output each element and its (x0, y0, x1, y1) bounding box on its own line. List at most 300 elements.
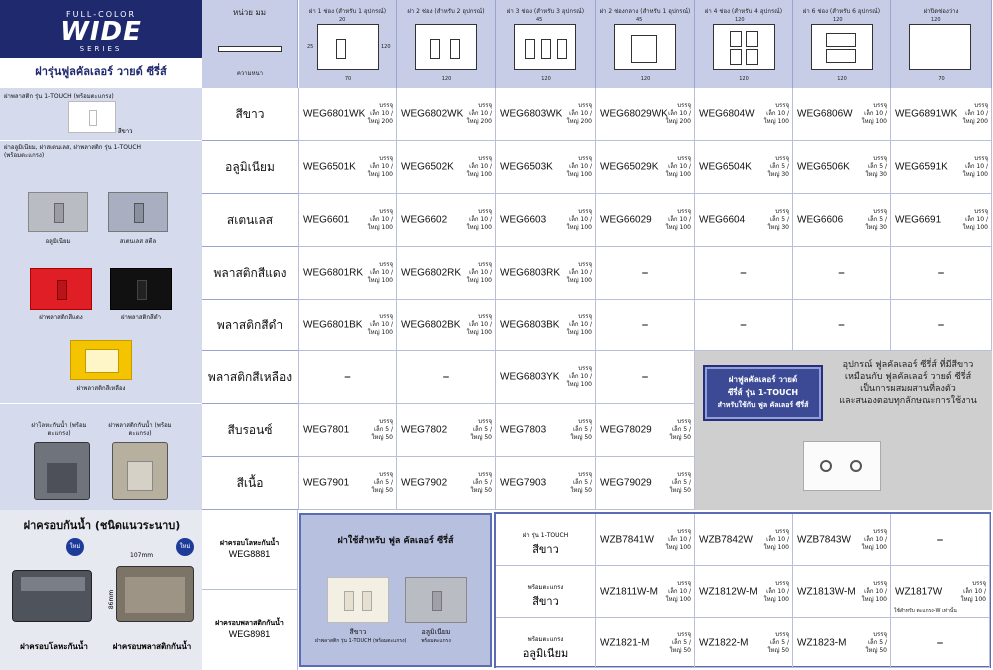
dimension-label: 120 (735, 17, 745, 23)
dimension-label: 20 (339, 17, 346, 23)
product-cell (596, 404, 695, 457)
bottom-product-cell (891, 618, 990, 668)
pack-info (567, 365, 592, 389)
pack-line: เล็ก 5 / (769, 638, 789, 646)
header-col-3 (496, 0, 596, 88)
pack-line: ใหญ่ 100 (466, 329, 492, 336)
row-category: อลูมิเนียม (202, 141, 299, 194)
pack-line: ใหญ่ 30 (767, 224, 789, 231)
plate-dimension-diagram (614, 24, 676, 70)
product-code: WEG6806W (797, 108, 853, 120)
pack-line: ใหญ่ 50 (865, 646, 887, 654)
pack-line: บรรจุ (873, 155, 887, 162)
product-code: WZ1817W (895, 586, 943, 597)
product-cell (695, 247, 793, 300)
product-cell (299, 351, 397, 404)
not-available-dash: – (641, 317, 649, 333)
dimension-label: 120 (381, 44, 391, 50)
pack-line: บรรจุ (974, 102, 988, 109)
not-available-dash: – (641, 369, 649, 385)
pack-line: บรรจุ (578, 313, 592, 320)
header-col-label: ฝา 3 ช่อง (สำหรับ 3 อุปกรณ์) (506, 8, 585, 15)
pack-line: เล็ก 5 / (373, 426, 393, 433)
product-code: WEG6802BK (401, 319, 461, 331)
pack-line: ใหญ่ 100 (367, 277, 393, 284)
full-alu-caption: อลูมิเนียม (421, 628, 451, 636)
product-code: WEG79029 (600, 477, 652, 489)
pack-info (467, 313, 492, 337)
pack-line: ใหญ่ 100 (367, 171, 393, 178)
product-code: WEG6803RK (500, 267, 561, 279)
bottom-product-cell (695, 514, 793, 566)
pack-line: เล็ก 10 / (864, 110, 887, 117)
product-cell (397, 194, 496, 247)
thickness-label: ความหนา (236, 70, 264, 77)
product-cell (891, 247, 992, 300)
pack-info (467, 102, 492, 126)
bottom-product-cell (793, 618, 891, 668)
pack-line: ใหญ่ 100 (763, 118, 789, 125)
product-cell (793, 141, 891, 194)
pack-info (368, 313, 393, 337)
left-panel-waterproof (0, 404, 202, 510)
metal-cover-image (34, 442, 90, 500)
dimension-label: 25 (307, 44, 314, 50)
black-caption: ฝาพลาสติกสีดำ (120, 314, 161, 321)
pack-line: บรรจุ (873, 630, 887, 638)
header-col-label: ฝา 6 ช่อง (สำหรับ 6 อุปกรณ์) (802, 8, 881, 15)
brand-line1: FULL-COLOR (65, 10, 137, 19)
product-code: WEG6801BK (303, 319, 363, 331)
not-available-dash: – (838, 317, 845, 333)
pack-info (666, 528, 691, 552)
product-cell (596, 300, 695, 351)
not-available-dash: – (936, 634, 944, 651)
pack-line: ใหญ่ 100 (861, 595, 887, 603)
product-cell (397, 141, 496, 194)
product-code: WEG6606 (797, 214, 844, 226)
product-code: WEG68029WK (600, 108, 668, 120)
product-code: WEG6603 (500, 214, 547, 226)
cell-note: ใช้สำหรับ ตะแกรง-W เท่านั้น (894, 608, 957, 614)
product-cell (891, 88, 992, 141)
pack-line: เล็ก 10 / (569, 163, 592, 170)
pack-line: ใหญ่ 100 (367, 329, 393, 336)
product-code: WEG65029K (600, 161, 659, 173)
waterproof-item-name: ฝาครอบโลหะกันน้ำ (219, 539, 280, 547)
pack-info (963, 208, 988, 232)
pack-line: เล็ก 5 / (671, 479, 691, 486)
bottom-product-cell (695, 566, 793, 618)
pack-line: เล็ก 10 / (370, 110, 393, 117)
pack-line: บรรจุ (873, 208, 887, 215)
brand-logo: WIDE (60, 17, 142, 47)
pack-info (371, 471, 393, 495)
not-available-dash: – (838, 265, 845, 281)
bottom-product-cell (596, 618, 695, 668)
product-code: WEG6506K (797, 161, 850, 173)
pack-line: บรรจุ (578, 365, 592, 372)
product-cell (496, 88, 596, 141)
metal-cover-caption: ฝาครอบโลหะกันน้ำ (20, 642, 88, 651)
pack-line: เล็ก 10 / (569, 373, 592, 380)
product-cell (596, 88, 695, 141)
pack-line: บรรจุ (578, 261, 592, 268)
new-badge: ใหม่ (176, 538, 194, 556)
pack-line: ใหญ่ 100 (466, 277, 492, 284)
pack-info (467, 155, 492, 179)
product-code: WEG6501K (303, 161, 356, 173)
pack-info (567, 313, 592, 337)
product-code: WZB7843W (797, 534, 851, 545)
black-plate-image (110, 268, 172, 310)
pack-line: บรรจุ (677, 579, 691, 587)
pack-line: ใหญ่ 100 (763, 543, 789, 551)
pack-line: เล็ก 10 / (370, 321, 393, 328)
header-col-label: ฝา 1 ช่อง (สำหรับ 1 อุปกรณ์) (308, 8, 387, 15)
pack-line: เล็ก 10 / (370, 216, 393, 223)
yellow-plate-image (70, 340, 132, 380)
left-panel-1touch (0, 88, 202, 141)
pack-line: เล็ก 5 / (472, 479, 492, 486)
stainless-caption: สเตนเลส สตีล (119, 238, 157, 245)
pack-line: เล็ก 10 / (766, 110, 789, 117)
pack-line: เล็ก 10 / (965, 110, 988, 117)
product-code: WEG7803 (500, 424, 547, 436)
plastic-cover-caption: ฝาครอบพลาสติกกันน้ำ (112, 642, 192, 651)
header-col-6 (793, 0, 891, 88)
pack-line: ใหญ่ 100 (962, 171, 988, 178)
product-code: WEG6803WK (500, 108, 563, 120)
pack-line: บรรจุ (775, 630, 789, 638)
dimension-label: 70 (344, 76, 352, 82)
pack-line: ใหญ่ 50 (570, 434, 592, 441)
plate-dimension-diagram (514, 24, 576, 70)
dimension-label: 120 (837, 76, 847, 82)
full-white-plate-image (327, 577, 389, 623)
pack-line: เล็ก 5 / (671, 638, 691, 646)
pack-line: ใหญ่ 50 (669, 434, 691, 441)
pack-line: บรรจุ (974, 208, 988, 215)
product-code: WEG6503K (500, 161, 553, 173)
product-cell (496, 351, 596, 404)
pack-line: ใหญ่ 100 (566, 224, 592, 231)
plastic-cover-image (112, 442, 168, 500)
brand-title: ฝารุ่นฟูลคัลเลอร์ วายด์ ซีรี่ส์ (0, 58, 202, 88)
product-code: WEG7801 (303, 424, 350, 436)
pack-line: ใหญ่ 30 (865, 224, 887, 231)
pack-line: ใหญ่ 200 (566, 118, 592, 125)
pack-info (666, 208, 691, 232)
row-category: พลาสติกสีเหลือง (202, 351, 299, 404)
pack-line: เล็ก 10 / (965, 163, 988, 170)
full-white-subcaption: ฝาพลาสติก รุ่น 1-TOUCH (พร้อมตะแกรง) (315, 638, 407, 644)
pack-info (669, 471, 691, 495)
pack-line: บรรจุ (379, 471, 393, 478)
pack-line: บรรจุ (972, 579, 986, 587)
pack-info (764, 528, 789, 552)
pack-line: ใหญ่ 200 (367, 118, 393, 125)
plate-dimension-diagram (415, 24, 477, 70)
product-cell (596, 457, 695, 510)
waterproof-section (0, 510, 202, 670)
pack-line: ใหญ่ 100 (861, 118, 887, 125)
product-cell (891, 141, 992, 194)
product-code: WZ1823-M (797, 637, 847, 648)
pack-line: ใหญ่ 200 (466, 118, 492, 125)
pack-line: บรรจุ (478, 313, 492, 320)
product-cell (299, 300, 397, 351)
plastic-cover-image (116, 566, 194, 622)
not-available-dash: – (442, 369, 450, 385)
yellow-caption: ฝาพลาสติกสีเหลือง (76, 385, 126, 392)
pack-line: ใหญ่ 50 (767, 646, 789, 654)
product-cell (793, 88, 891, 141)
promo-text (827, 359, 989, 407)
metal-cover-caption: ฝาโลหะกันน้ำ (พร้อมตะแกรง) (31, 422, 87, 437)
product-cell (695, 88, 793, 141)
pack-line: เล็ก 10 / (469, 216, 492, 223)
row-category: สีบรอนซ์ (202, 404, 299, 457)
pack-line: บรรจุ (775, 155, 789, 162)
promo-text-line2: เหมือนกับ ฟูลคัลเลอร์ วายด์ ซีรี่ส์ (844, 372, 972, 382)
pack-info (767, 155, 789, 179)
waterproof-item-code: WEG8881 (228, 549, 271, 559)
plate-dimension-diagram (713, 24, 775, 70)
waterproof-item-name: ฝาครอบพลาสติกกันน้ำ (215, 619, 284, 627)
pack-line: เล็ก 5 / (572, 426, 592, 433)
product-code: WZB7842W (699, 534, 753, 545)
product-cell (596, 351, 695, 404)
pack-line: บรรจุ (873, 579, 887, 587)
plate-dimension-diagram (909, 24, 971, 70)
product-cell (397, 351, 496, 404)
product-code: WEG6804W (699, 108, 755, 120)
full-alu-plate-image (405, 577, 467, 623)
pack-line: เล็ก 10 / (668, 535, 691, 543)
pack-line: บรรจุ (677, 418, 691, 425)
pack-line: เล็ก 5 / (769, 163, 789, 170)
pack-info (470, 471, 492, 495)
bottom-product-cell (695, 618, 793, 668)
pack-info (963, 102, 988, 126)
bottom-product-cell (793, 514, 891, 566)
product-code: WEG6801RK (303, 267, 364, 279)
pack-line: ใหญ่ 200 (665, 118, 691, 125)
promo-text-line3: เป็นการผสมผสานที่ลงตัว (860, 384, 956, 394)
pack-line: เล็ก 10 / (370, 269, 393, 276)
pack-line: เล็ก 10 / (569, 216, 592, 223)
waterproof-item-plastic (202, 590, 298, 670)
product-cell (496, 141, 596, 194)
socket-icon (820, 460, 832, 472)
product-cell (299, 141, 397, 194)
product-code: WEG66029 (600, 214, 652, 226)
pack-line: บรรจุ (578, 471, 592, 478)
white-plate-caption: สีขาว (118, 128, 133, 135)
product-cell (496, 457, 596, 510)
pack-line: ใหญ่ 50 (570, 487, 592, 494)
pack-line: ใหญ่ 100 (665, 224, 691, 231)
new-badge: ใหม่ (66, 538, 84, 556)
pack-info (467, 208, 492, 232)
product-cell (496, 300, 596, 351)
bottom-row-name: สีขาว (532, 543, 559, 556)
pack-line: บรรจุ (775, 579, 789, 587)
pack-line: ใหญ่ 30 (865, 171, 887, 178)
pack-line: ใหญ่ 100 (861, 543, 887, 551)
pack-line: เล็ก 10 / (668, 216, 691, 223)
dimension-label: 120 (640, 76, 651, 82)
pack-line: บรรจุ (478, 155, 492, 162)
promo-badge-line1: ฝาฟูลคัลเลอร์ วายด์ (728, 375, 798, 384)
pack-line: ใหญ่ 100 (665, 171, 691, 178)
pack-line: บรรจุ (478, 102, 492, 109)
row-category: สเตนเลส (202, 194, 299, 247)
waterproof-item-code: WEG8981 (228, 629, 271, 639)
pack-line: บรรจุ (478, 471, 492, 478)
product-cell (397, 404, 496, 457)
product-cell (299, 247, 397, 300)
pack-line: บรรจุ (873, 102, 887, 109)
pack-line: บรรจุ (677, 471, 691, 478)
pack-line: บรรจุ (379, 208, 393, 215)
pack-line: เล็ก 5 / (472, 426, 492, 433)
left-panel-metal (0, 141, 202, 404)
full-series-panel (299, 513, 492, 667)
pack-info (865, 155, 887, 179)
pack-line: บรรจุ (578, 208, 592, 215)
header-col-label: ฝาปิดช่องว่าง (923, 8, 959, 15)
not-available-dash: – (936, 531, 944, 548)
pack-line: บรรจุ (379, 102, 393, 109)
product-cell (695, 194, 793, 247)
aluminium-plate-image (28, 192, 88, 232)
promo-device-image (803, 441, 881, 491)
header-col-label: ฝา 2 ช่องกลาง (สำหรับ 1 อุปกรณ์) (599, 8, 691, 15)
full-alu-subcaption: พร้อมตะแกรง (421, 638, 451, 644)
product-cell (299, 194, 397, 247)
pack-line: บรรจุ (379, 313, 393, 320)
pack-line: ใหญ่ 50 (669, 646, 691, 654)
pack-line: บรรจุ (677, 102, 691, 109)
pack-line: ใหญ่ 100 (367, 224, 393, 231)
row-category: พลาสติกสีดำ (202, 300, 299, 351)
pack-info (368, 102, 393, 126)
bottom-row-sub: พร้อมตะแกรง (527, 584, 564, 591)
pack-info (666, 155, 691, 179)
pack-line: ใหญ่ 100 (665, 543, 691, 551)
pack-line: เล็ก 10 / (766, 587, 789, 595)
pack-line: ใหญ่ 100 (665, 595, 691, 603)
pack-line: บรรจุ (775, 208, 789, 215)
pack-line: เล็ก 10 / (569, 321, 592, 328)
product-code: WZ1822-M (699, 637, 749, 648)
product-cell (299, 404, 397, 457)
pack-line: ใหญ่ 100 (566, 381, 592, 388)
product-code: WEG6803YK (500, 371, 560, 383)
plate-dimension-diagram (811, 24, 873, 70)
pack-line: เล็ก 10 / (864, 587, 887, 595)
not-available-dash: – (641, 265, 649, 281)
pack-line: บรรจุ (478, 208, 492, 215)
pack-info (961, 580, 986, 604)
pack-line: บรรจุ (578, 155, 592, 162)
product-code: WEG7902 (401, 477, 448, 489)
pack-line: ใหญ่ 50 (470, 434, 492, 441)
product-code: WEG6891WK (895, 108, 958, 120)
not-available-dash: – (740, 265, 747, 281)
bottom-product-cell (891, 566, 990, 618)
not-available-dash: – (740, 317, 747, 333)
product-cell (496, 247, 596, 300)
product-code: WEG7903 (500, 477, 547, 489)
product-code: WZ1821-M (600, 637, 650, 648)
pack-line: ใหญ่ 30 (767, 171, 789, 178)
metal-cover-image (12, 570, 92, 622)
pack-line: เล็ก 10 / (370, 163, 393, 170)
pack-line: เล็ก 10 / (569, 269, 592, 276)
pack-line: ใหญ่ 50 (371, 434, 393, 441)
not-available-dash: – (937, 265, 945, 281)
bottom-row-sub: พร้อมตะแกรง (527, 636, 564, 643)
product-cell (891, 300, 992, 351)
socket-icon (850, 460, 862, 472)
pack-line: ใหญ่ 100 (960, 595, 986, 603)
pack-line: บรรจุ (677, 155, 691, 162)
pack-line: ใหญ่ 50 (371, 487, 393, 494)
product-code: WEG6502K (401, 161, 454, 173)
dim-width-label: 107mm (130, 552, 154, 559)
product-code: WZ1811W-M (600, 586, 658, 597)
product-cell (397, 88, 496, 141)
pack-info (368, 208, 393, 232)
waterproof-title: ฝาครอบกันน้ำ (ชนิดแนวระนาบ) (23, 519, 181, 532)
pack-info (669, 418, 691, 442)
promo-badge (705, 367, 821, 419)
pack-line: เล็ก 5 / (867, 163, 887, 170)
pack-info (865, 631, 887, 655)
row-category: พลาสติกสีแดง (202, 247, 299, 300)
pack-line: ใหญ่ 100 (466, 224, 492, 231)
pack-line: เล็ก 10 / (469, 321, 492, 328)
pack-info (371, 418, 393, 442)
pack-info (567, 261, 592, 285)
pack-line: ใหญ่ 50 (669, 487, 691, 494)
promo-text-line4: และสนองตอบทุกลักษณะการใช้งาน (839, 396, 977, 406)
dimension-label: 120 (541, 76, 551, 82)
product-cell (793, 300, 891, 351)
product-cell (793, 194, 891, 247)
dimension-label: 45 (636, 17, 643, 23)
dim-height-label: 86mm (108, 589, 116, 610)
pack-info (666, 580, 691, 604)
product-code: WEG7802 (401, 424, 448, 436)
pack-info (467, 261, 492, 285)
pack-line: บรรจุ (873, 527, 887, 535)
pack-info (764, 102, 789, 126)
row-category: สีขาว (202, 88, 299, 141)
bottom-row-category (496, 618, 596, 668)
bottom-row-category (496, 514, 596, 566)
pack-info (963, 155, 988, 179)
pack-info (666, 102, 691, 126)
product-cell (695, 141, 793, 194)
pack-line: เล็ก 5 / (769, 216, 789, 223)
pack-line: ใหญ่ 100 (566, 329, 592, 336)
dimension-label: 45 (536, 17, 543, 23)
bottom-product-cell (793, 566, 891, 618)
